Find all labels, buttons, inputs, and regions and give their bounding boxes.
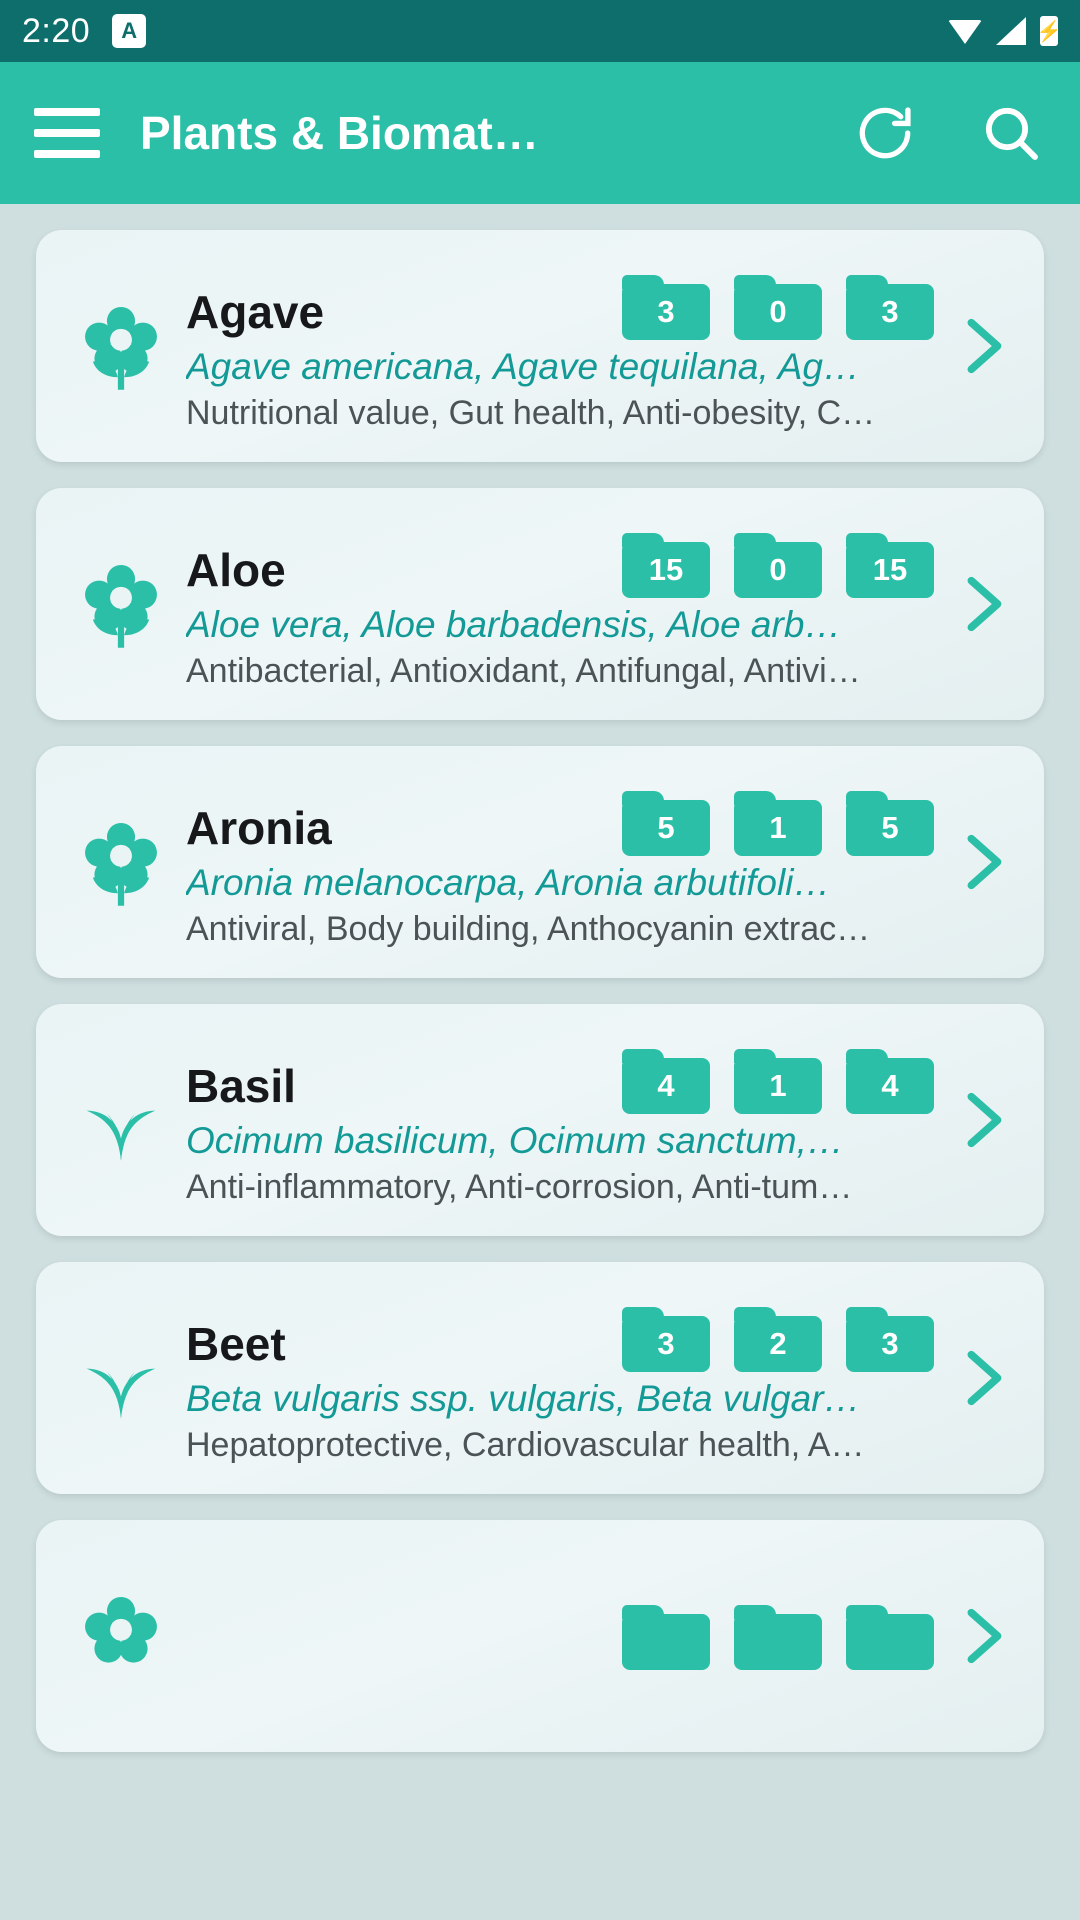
app-bar bbox=[0, 62, 1080, 204]
status-badge: 2 bbox=[734, 1316, 822, 1372]
cell-signal-icon bbox=[996, 17, 1026, 45]
plant-name: Beet bbox=[186, 1317, 286, 1370]
badge-group bbox=[622, 542, 940, 598]
status-badge: 5 bbox=[622, 800, 710, 856]
status-badge bbox=[734, 1614, 822, 1670]
flower-icon bbox=[62, 545, 180, 663]
properties-list: Antibacterial, Antioxidant, Antifungal, Antivi… bbox=[186, 651, 861, 690]
list-item[interactable] bbox=[36, 488, 1044, 720]
scientific-names: Agave americana, Agave tequilana, Ag… bbox=[186, 345, 860, 387]
notification-app-icon: A bbox=[112, 14, 146, 48]
hamburger-menu-icon[interactable] bbox=[34, 108, 100, 158]
badge-group bbox=[622, 1614, 940, 1670]
status-indicators bbox=[948, 16, 1062, 46]
status-badge bbox=[846, 1614, 934, 1670]
properties-list: Nutritional value, Gut health, Anti-obesity, C… bbox=[186, 393, 876, 432]
list-item-content bbox=[180, 488, 940, 720]
plant-name: Aronia bbox=[186, 801, 332, 854]
search-icon[interactable] bbox=[976, 98, 1046, 168]
status-badge: 1 bbox=[734, 1058, 822, 1114]
status-badge bbox=[622, 1614, 710, 1670]
chevron-right-icon[interactable] bbox=[940, 311, 1026, 381]
grass-icon bbox=[62, 1061, 180, 1179]
flower-icon bbox=[62, 1577, 180, 1695]
badge-group bbox=[622, 284, 940, 340]
list-item[interactable] bbox=[36, 230, 1044, 462]
status-bar bbox=[0, 0, 1080, 62]
status-badge: 1 bbox=[734, 800, 822, 856]
chevron-right-icon[interactable] bbox=[940, 569, 1026, 639]
status-badge: 15 bbox=[622, 542, 710, 598]
wifi-icon bbox=[948, 18, 982, 44]
list-item-content bbox=[180, 1520, 940, 1752]
status-badge: 4 bbox=[622, 1058, 710, 1114]
list-item[interactable] bbox=[36, 1262, 1044, 1494]
plant-name: Agave bbox=[186, 285, 325, 338]
plant-name: Basil bbox=[186, 1059, 296, 1112]
chevron-right-icon[interactable] bbox=[940, 827, 1026, 897]
status-badge: 0 bbox=[734, 542, 822, 598]
status-badge: 5 bbox=[846, 800, 934, 856]
status-badge: 0 bbox=[734, 284, 822, 340]
status-time: 2:20 bbox=[22, 11, 91, 50]
plant-name: Aloe bbox=[186, 543, 286, 596]
list-item-content bbox=[180, 746, 940, 978]
properties-list: Hepatoprotective, Cardiovascular health, A… bbox=[186, 1425, 865, 1464]
badge-group bbox=[622, 1058, 940, 1114]
status-badge: 15 bbox=[846, 542, 934, 598]
flower-icon bbox=[62, 803, 180, 921]
scientific-names: Ocimum basilicum, Ocimum sanctum,… bbox=[186, 1119, 844, 1161]
status-badge: 4 bbox=[846, 1058, 934, 1114]
properties-list: Anti-inflammatory, Anti-corrosion, Anti-tum… bbox=[186, 1167, 853, 1206]
scientific-names: Aronia melanocarpa, Aronia arbutifoli… bbox=[186, 861, 831, 903]
badge-group bbox=[622, 800, 940, 856]
list-item[interactable] bbox=[36, 1004, 1044, 1236]
scientific-names: Aloe vera, Aloe barbadensis, Aloe arb… bbox=[186, 603, 842, 645]
badge-group bbox=[622, 1316, 940, 1372]
flower-icon bbox=[62, 287, 180, 405]
refresh-icon[interactable] bbox=[850, 98, 920, 168]
scientific-names: Beta vulgaris ssp. vulgaris, Beta vulgar… bbox=[186, 1377, 861, 1419]
properties-list: Antiviral, Body building, Anthocyanin extrac… bbox=[186, 909, 871, 948]
list-item-content bbox=[180, 1004, 940, 1236]
list-item[interactable] bbox=[36, 1520, 1044, 1752]
chevron-right-icon[interactable] bbox=[940, 1085, 1026, 1155]
page-title: Plants & Biomat… bbox=[140, 107, 539, 159]
list-item-content bbox=[180, 230, 940, 462]
grass-icon bbox=[62, 1319, 180, 1437]
chevron-right-icon[interactable] bbox=[940, 1343, 1026, 1413]
status-badge: 3 bbox=[622, 1316, 710, 1372]
status-badge: 3 bbox=[846, 284, 934, 340]
status-badge: 3 bbox=[846, 1316, 934, 1372]
app-bar-actions bbox=[850, 98, 1046, 168]
status-badge: 3 bbox=[622, 284, 710, 340]
plant-list[interactable] bbox=[0, 204, 1080, 1752]
battery-charging-icon: ⚡ bbox=[1040, 16, 1058, 46]
chevron-right-icon[interactable] bbox=[940, 1601, 1026, 1671]
list-item[interactable] bbox=[36, 746, 1044, 978]
list-item-content bbox=[180, 1262, 940, 1494]
